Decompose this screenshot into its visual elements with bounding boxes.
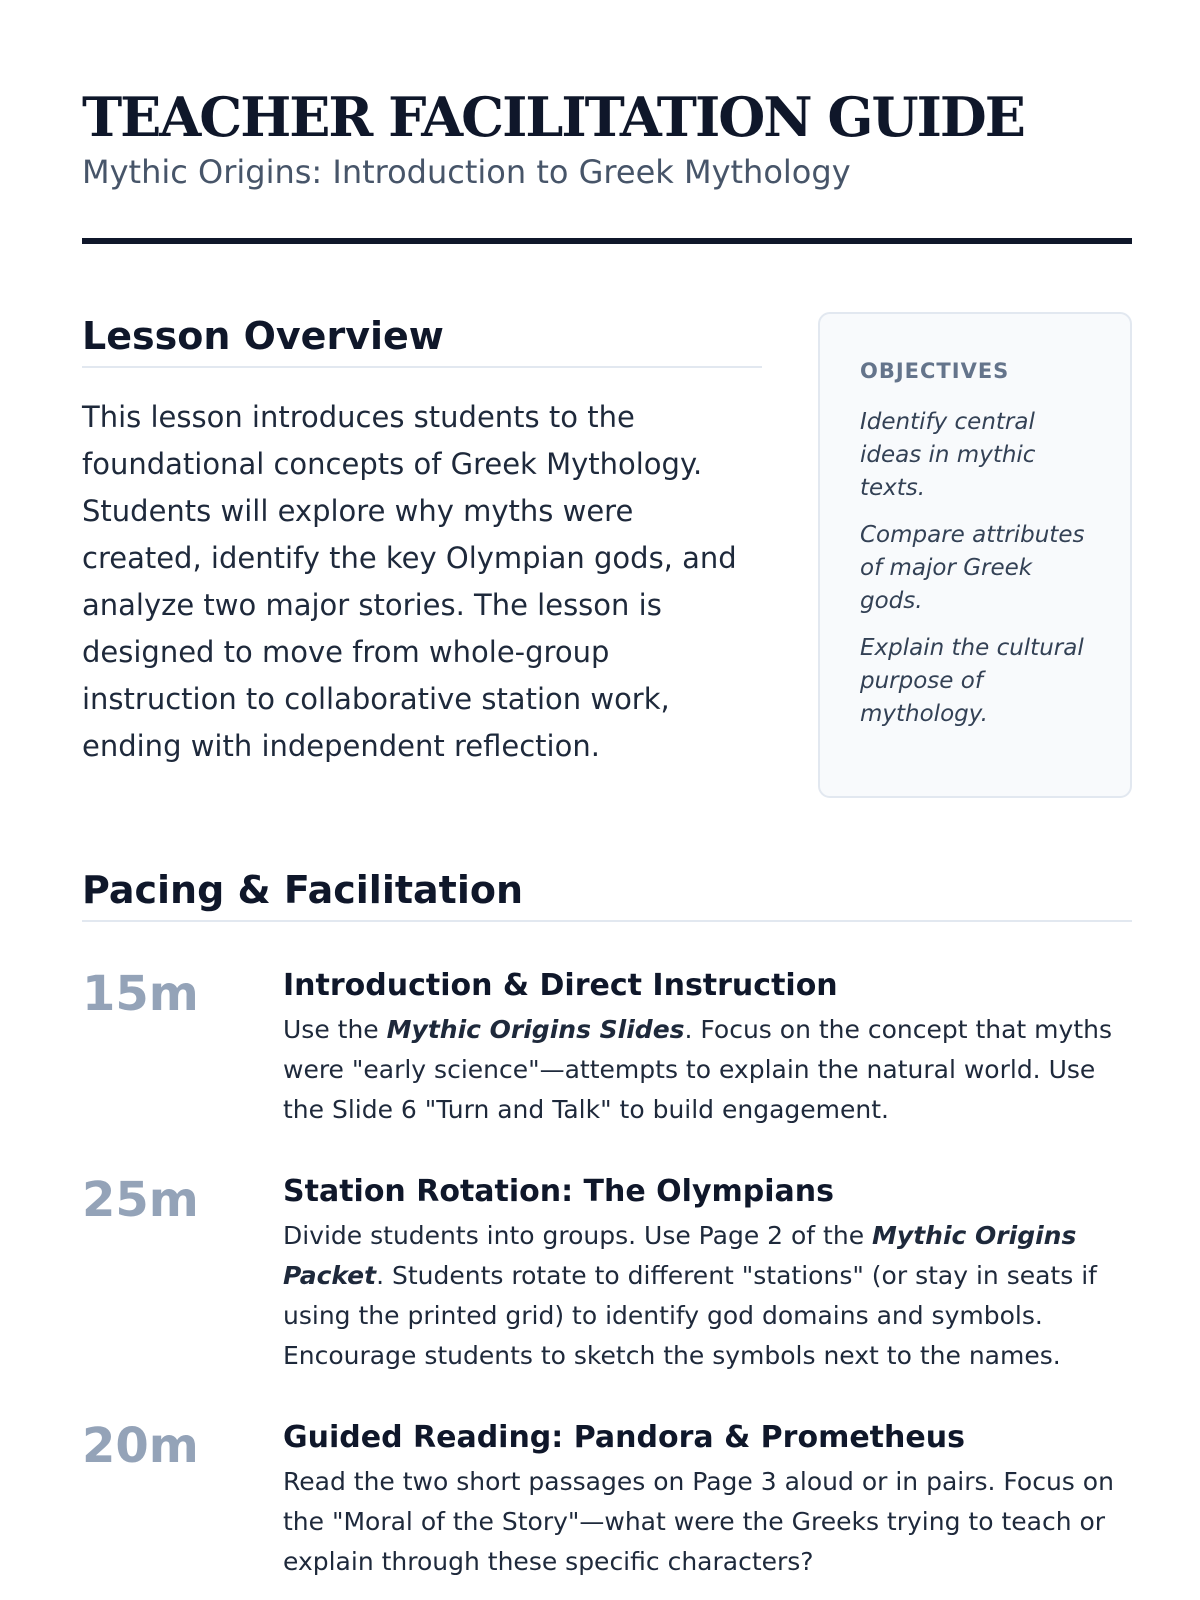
overview-heading: Lesson Overview (82, 312, 762, 368)
pacing-step (82, 1172, 1132, 1376)
guide-header (82, 0, 1118, 192)
resource-name: Mythic Origins Slides (386, 1015, 685, 1044)
objective-item: Explain the cultural purpose of mythology. (860, 635, 1084, 727)
objectives-card (818, 312, 1132, 798)
step-duration: 20m (82, 1418, 199, 1474)
objective-item: Identify central ideas in mythic texts. (860, 409, 1036, 501)
step-title: Guided Reading: Pandora & Prometheus (283, 1420, 965, 1455)
overview-main (82, 312, 762, 798)
pacing-heading: Pacing & Facilitation (82, 866, 1132, 922)
step-desc-text: . Students rotate to different "stations" (or stay in seats if using the printed grid) to identify god domains and symbols. Encourage students to sketch the symbols next to the names. (283, 1261, 1097, 1370)
step-body (283, 1418, 1132, 1582)
step-title: Introduction & Direct Instruction (283, 968, 838, 1003)
step-duration: 15m (82, 966, 199, 1022)
step-description (283, 1462, 1132, 1582)
step-body (283, 1172, 1132, 1376)
lesson-overview-section (82, 312, 1132, 798)
resource-name: Mythic Origins Packet (283, 1221, 1077, 1290)
step-description (283, 1010, 1132, 1130)
objective-item: Compare attributes of major Greek gods. (860, 522, 1085, 614)
step-title: Station Rotation: The Olympians (283, 1174, 834, 1209)
overview-text: This lesson introduces students to the foundational concepts of Greek Mythology. Students will explore why myths were created, identify the key Olympian gods, and analyze two major stories. The lesson is designed to move from whole-group instruction to collaborative station work, ending with independent reflection. (82, 400, 737, 763)
objectives-label: OBJECTIVES (860, 359, 1010, 383)
step-body (283, 966, 1132, 1130)
page-subtitle: Mythic Origins: Introduction to Greek Mythology (82, 153, 851, 191)
step-duration: 25m (82, 1172, 199, 1228)
header-divider (82, 238, 1132, 244)
step-description (283, 1216, 1132, 1376)
step-desc-text: Read the two short passages on Page 3 aloud or in pairs. Focus on the "Moral of the Story"—what were the Greeks trying to teach or explain through these specific characters? (283, 1467, 1114, 1576)
step-desc-text: . Focus on the concept that myths were "early science"—attempts to explain the natural world. Use the Slide 6 "Turn and Talk" to build engagement. (283, 1015, 1112, 1124)
step-desc-text: Divide students into groups. Use Page 2 of the (283, 1221, 873, 1250)
page-title: TEACHER FACILITATION GUIDE (82, 85, 1024, 149)
pacing-step (82, 1418, 1132, 1582)
step-desc-text: Use the (283, 1015, 387, 1044)
pacing-step (82, 966, 1132, 1130)
pacing-section (82, 866, 1132, 1582)
